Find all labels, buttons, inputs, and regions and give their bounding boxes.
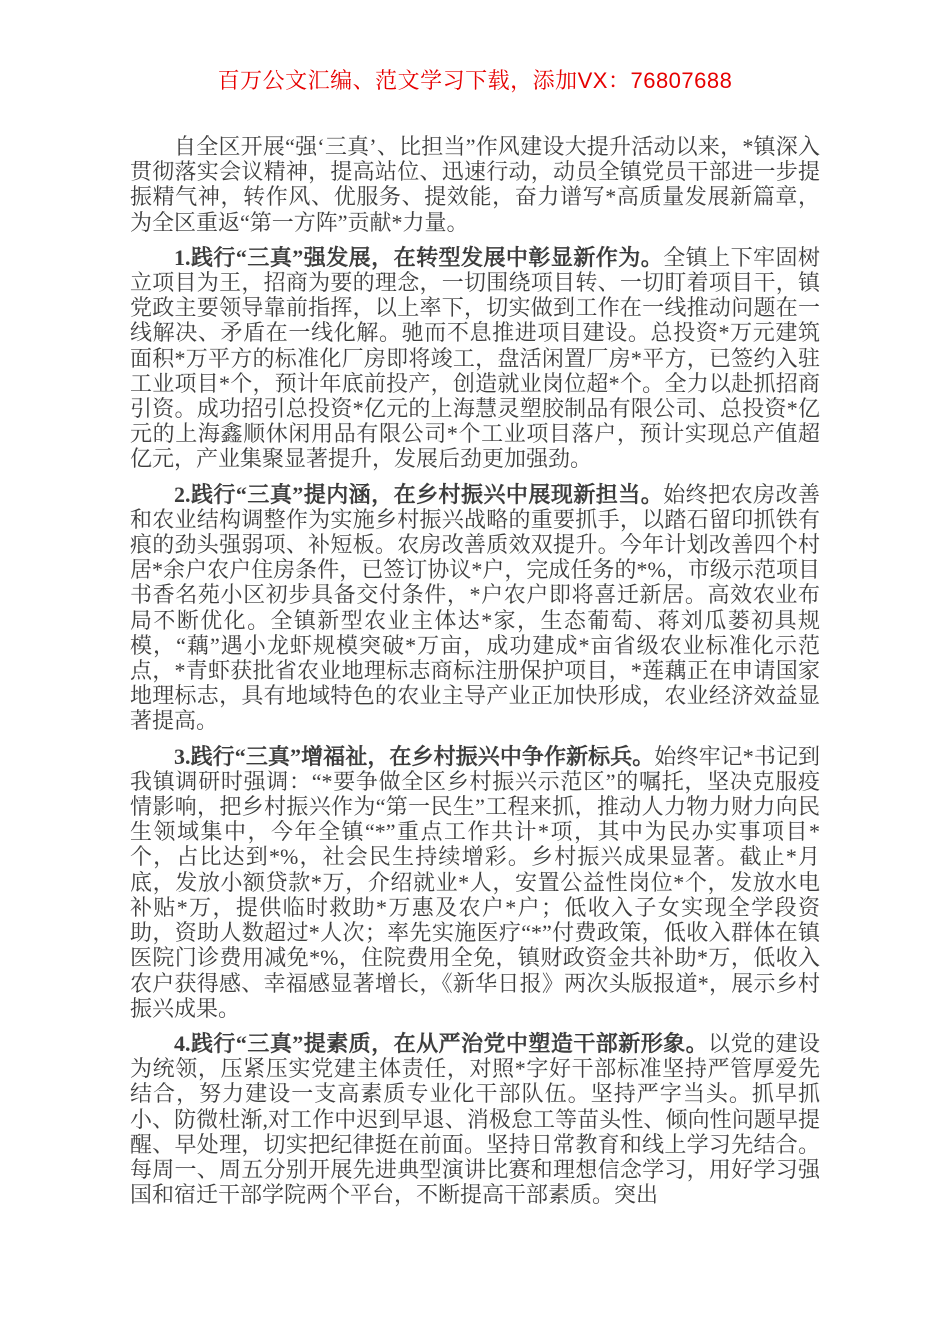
intro-paragraph-text: 自全区开展“强‘三真’、比担当”作风建设大提升活动以来，*镇深入贯彻落实会议精神，提高站位、迅速行动，动员全镇党员干部进一步提振精气神，转作风、优服务、提效能，奋力谱写*高质量发展新篇章，为全区重返“第一方阵”贡献*力量。 xyxy=(130,134,820,235)
section-1-body: 全镇上下牢固树立项目为王，招商为要的理念，一切围绕项目转、一切盯着项目干，镇党政主要领导靠前指挥，以上率下，切实做到工作在一线推动问题在一线解决、矛盾在一线化解。驰而不息推进项目建设。总投资*万元建筑面积*万平方的标准化厂房即将竣工，盘活闲置厂房*平方，已签约入驻工业项目*个，预计年底前投产，创造就业岗位超*个。全力以赴抓招商引资。成功招引总投资*亿元的上海慧灵塑胶制品有限公司、总投资*亿元的上海鑫顺休闲用品有限公司*个工业项目落户，预计实现总产值超亿元，产业集聚显著提升，发展后劲更加强劲。 xyxy=(130,244,820,472)
section-2-body: 始终把农房改善和农业结构调整作为实施乡村振兴战略的重要抓手，以踏石留印抓铁有痕的劲头强弱项、补短板。农房改善质效双提升。今年计划改善四个村居*余户农户住房条件，已签订协议*户，完成任务的*%，市级示范项目书香名苑小区初步具备交付条件，*户农户即将喜迁新居。高效农业布局不断优化。全镇新型农业主体达*家，生态葡萄、蒋刘瓜蒌初具规模，“藕”遇小龙虾规模突破*万亩，成功建成*亩省级农业标准化示范点，*青虾获批省农业地理标志商标注册保护项目，*莲藕正在申请国家地理标志，具有地域特色的农业主导产业正加快形成，农业经济效益显著提高。 xyxy=(130,481,820,734)
section-4-lead: 4.践行“三真”提素质，在从严治党中塑造干部新形象。 xyxy=(174,1030,709,1056)
section-paragraph-3 xyxy=(130,744,820,1021)
section-paragraph-2 xyxy=(130,482,820,734)
section-2-lead: 2.践行“三真”提内涵，在乡村振兴中展现新担当。 xyxy=(174,481,664,507)
section-4-body: 以党的建设为统领，压紧压实党建主体责任，对照*字好干部标准坚持严管厚爱先结合，努力建设一支高素质专业化干部队伍。坚持严字当头。抓早抓小、防微杜渐,对工作中迟到早退、消极怠工等苗头性、倾向性问题早提醒、早处理，切实把纪律挺在前面。坚持日常教育和线上学习先结合。每周一、周五分别开展先进典型演讲比赛和理想信念学习，用好学习强国和宿迁干部学院两个平台，不断提高干部素质。突出 xyxy=(130,1030,820,1208)
watermark-header-notice: 百万公文汇编、范文学习下载，添加VX：76807688 xyxy=(217,68,733,93)
intro-paragraph xyxy=(130,134,820,235)
section-paragraph-4 xyxy=(130,1031,820,1207)
section-3-body: 始终牢记*书记到我镇调研时强调：“*要争做全区乡村振兴示范区”的嘱托，坚决克服疫情影响，把乡村振兴作为“第一民生”工程来抓，推动人力物力财力向民生领域集中，今年全镇“*”重点工作共计*项，其中为民办实事项目*个，占比达到*%，社会民生持续增彩。乡村振兴成果显著。截止*月底，发放小额贷款*万，介绍就业*人，安置公益性岗位*个，发放水电补贴*万，提供临时救助*万惠及农户*户；低收入子女实现全学段资助，资助人数超过*人次；率先实施医疗“*”付费政策，低收入群体在镇医院门诊费用减免*%，住院费用全免，镇财政资金共补助*万，低收入农户获得感、幸福感显著增长，《新华日报》两次头版报道*，展示乡村振兴成果。 xyxy=(130,743,820,1021)
section-1-lead: 1.践行“三真”强发展，在转型发展中彰显新作为。 xyxy=(174,244,664,270)
section-3-lead: 3.践行“三真”增福祉，在乡村振兴中争作新标兵。 xyxy=(174,743,655,769)
section-paragraph-1 xyxy=(130,245,820,472)
document-body xyxy=(130,134,820,1207)
